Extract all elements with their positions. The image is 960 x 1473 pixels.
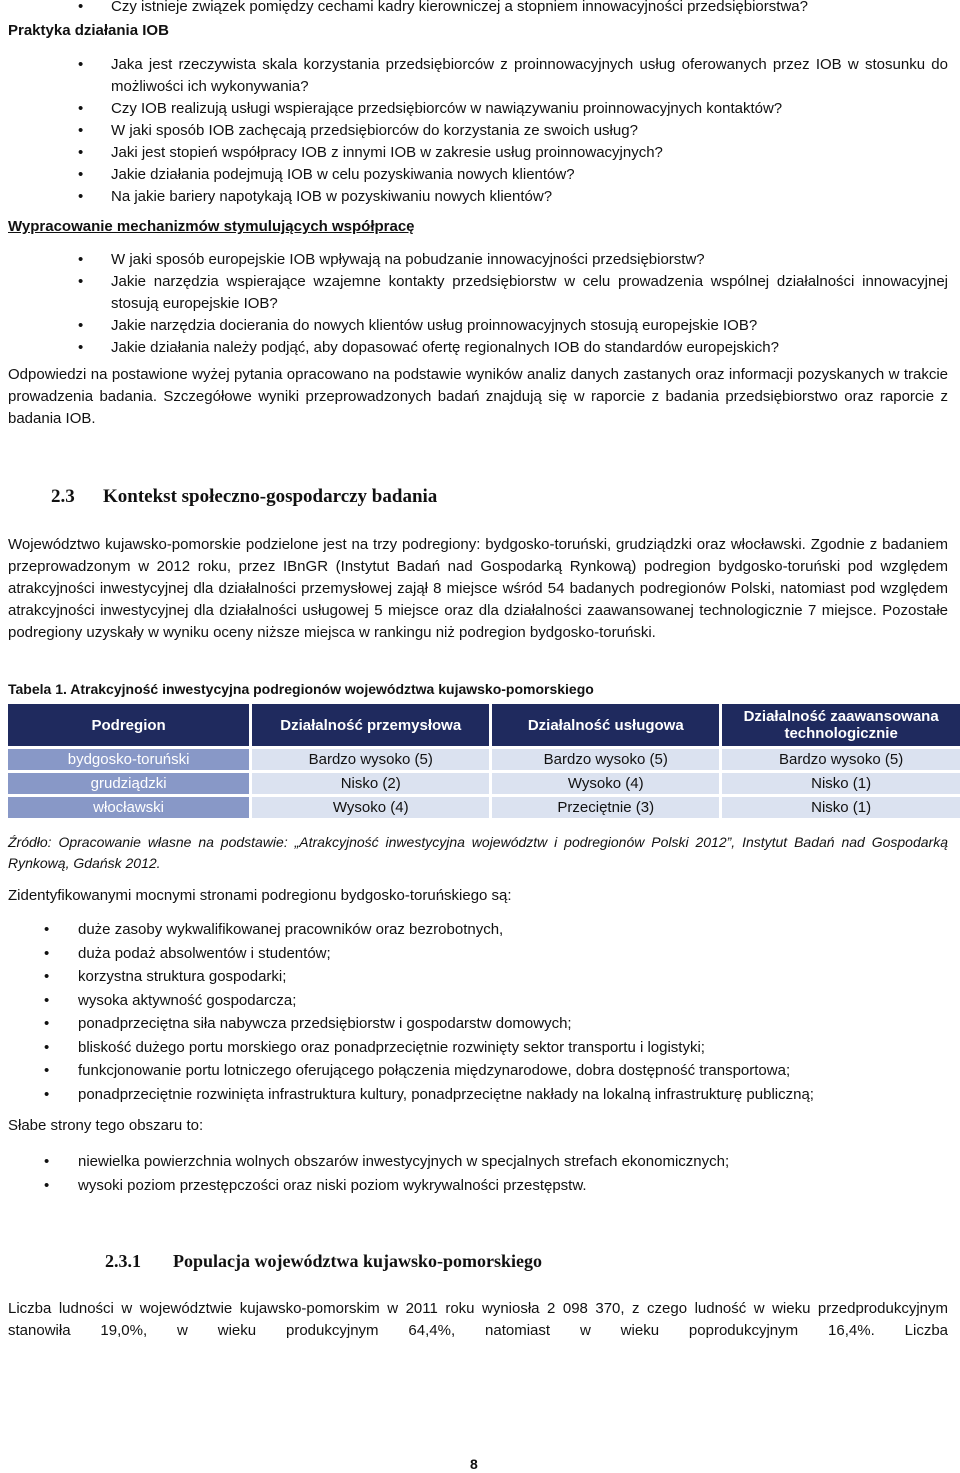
- table-header-cell: Działalność usługowa: [492, 704, 719, 746]
- table-header-cell: Podregion: [8, 704, 249, 746]
- table-cell: Wysoko (4): [252, 797, 489, 818]
- list-item: • Jakie narzędzia docierania do nowych klientów usług proinnowacyjnych stosują europejskie IOB?: [8, 315, 948, 337]
- table-cell: Wysoko (4): [492, 773, 719, 794]
- table-caption-text: Atrakcyjność inwestycyjna podregionów województwa kujawsko-pomorskiego: [70, 681, 594, 697]
- mechanism-question-list: [8, 249, 948, 359]
- table-row: [8, 749, 960, 770]
- list-item: • W jaki sposób europejskie IOB wpływają na pobudzanie innowacyjności przedsiębiorstw?: [8, 249, 948, 271]
- table-cell: Nisko (2): [252, 773, 489, 794]
- weaknesses-intro: Słabe strony tego obszaru to:: [8, 1117, 204, 1134]
- table-cell: Przeciętnie (3): [492, 797, 719, 818]
- section-title: Kontekst społeczno-gospodarczy badania: [103, 486, 438, 507]
- table-header-row: [8, 704, 960, 746]
- list-item: • Jakie działania należy podjąć, aby dopasować ofertę regionalnych IOB do standardów europejskich?: [8, 337, 948, 359]
- section-2-3-1-heading: [105, 1251, 542, 1272]
- strengths-intro: Zidentyfikowanymi mocnymi stronami podregionu bydgosko-toruńskiego są:: [8, 887, 512, 904]
- section-2-3-1-paragraph: Liczba ludności w województwie kujawsko-pomorskim w 2011 roku wyniosła 2 098 370, z czego ludność w wieku przedprodukcyjnym stanowiła 19,0%, w wieku produkcyjnym 64,4%, natomiast w wieku poprodukcyjnym 16,4%. Liczba: [8, 1300, 948, 1339]
- list-item: • Jakie narzędzia wspierające wzajemne kontakty przedsiębiorstw w celu prowadzenia wspólnej działalności innowacyjnej stosują europejskie IOB?: [8, 271, 948, 315]
- table-cell: grudziądzki: [8, 773, 249, 794]
- list-item: • niewielka powierzchnia wolnych obszarów inwestycyjnych w specjalnych strefach ekonomicznych;: [8, 1150, 948, 1174]
- table-cell: włocławski: [8, 797, 249, 818]
- list-item: • duża podaż absolwentów i studentów;: [8, 942, 948, 966]
- list-item: • wysoka aktywność gospodarcza;: [8, 989, 948, 1013]
- section-title: Populacja województwa kujawsko-pomorskiego: [173, 1251, 542, 1271]
- document-page: [8, 0, 948, 1472]
- strengths-list: [8, 918, 948, 1106]
- answers-paragraph: Odpowiedzi na postawione wyżej pytania opracowano na podstawie wyników analiz danych zastanych oraz informacji pozyskanych w trakcie prowadzenia badania. Szczegółowe wyniki przeprowadzonych badań znajdują się w raporcie z badania przedsiębiorstwo oraz raporcie z badania IOB.: [8, 366, 948, 427]
- table-header-cell: Działalność przemysłowa: [252, 704, 489, 746]
- table-cell: bydgosko-toruński: [8, 749, 249, 770]
- list-item: • ponadprzeciętna siła nabywcza przedsiębiorstw i gospodarstw domowych;: [8, 1012, 948, 1036]
- table-source-note: Źródło: Opracowanie własne na podstawie: „Atrakcyjność inwestycyjna województw i podregionów Polski 2012”, Instytut Badań nad Gospodarką Rynkową, Gdańsk 2012.: [8, 834, 948, 871]
- list-item: • funkcjonowanie portu lotniczego oferującego połączenia międzynarodowe, dobra dostępność transportowa;: [8, 1059, 948, 1083]
- section-heading-iob: Praktyka działania IOB: [8, 22, 169, 39]
- list-item: • bliskość dużego portu morskiego oraz ponadprzeciętnie rozwinięty sektor transportu i logistyki;: [8, 1036, 948, 1060]
- list-item: • ponadprzeciętnie rozwinięta infrastruktura kultury, ponadprzeciętne nakłady na lokalną infrastrukturę publiczną;: [8, 1083, 948, 1107]
- list-item: • Czy IOB realizują usługi wspierające przedsiębiorców w nawiązywaniu proinnowacyjnych kontaktów?: [8, 98, 948, 120]
- list-item: • Jakie działania podejmują IOB w celu pozyskiwania nowych klientów?: [8, 164, 948, 186]
- list-item: • duże zasoby wykwalifikowanej pracowników oraz bezrobotnych,: [8, 918, 948, 942]
- table-caption-label: Tabela 1.: [8, 681, 67, 697]
- top-bullet-list: [8, 0, 948, 18]
- table-header-cell: Działalność zaawansowana technologicznie: [722, 704, 960, 746]
- section-number: 2.3: [51, 486, 75, 507]
- table-cell: Nisko (1): [722, 797, 960, 818]
- weaknesses-list: [8, 1150, 948, 1197]
- table-cell: Bardzo wysoko (5): [252, 749, 489, 770]
- list-item: • Na jakie bariery napotykają IOB w pozyskiwaniu nowych klientów?: [8, 186, 948, 208]
- list-item: • Jaki jest stopień współpracy IOB z innymi IOB w zakresie usług proinnowacyjnych?: [8, 142, 948, 164]
- investment-attractiveness-table: [5, 701, 960, 821]
- list-item: • korzystna struktura gospodarki;: [8, 965, 948, 989]
- table-cell: Bardzo wysoko (5): [492, 749, 719, 770]
- section-2-3-paragraph: Województwo kujawsko-pomorskie podzielone jest na trzy podregiony: bydgosko-toruński, grudziądzki oraz włocławski. Zgodnie z badaniem przeprowadzonym w 2012 roku, przez IBnGR (Instytut Badań nad Gospodarką Rynkową) podregion bydgosko-toruński pod względem atrakcyjności inwestycyjnej dla działalności przemysłowej zajął 8 miejsce wśród 54 badanych podregionów Polski, natomiast pod względem atrakcyjności inwestycyjnej dla działalności usługowej 5 miejsce oraz dla działalności zaawansowanej technologicznie 7 miejsce. Pozostałe podregiony uzyskały w wyniku oceny niższe miejsca w rankingu niż podregion bydgosko-toruński.: [8, 536, 948, 641]
- page-number: 8: [470, 1456, 478, 1472]
- table-row: [8, 797, 960, 818]
- section-heading-mechanisms: Wypracowanie mechanizmów stymulujących współpracę: [8, 218, 415, 235]
- list-item: • Czy istnieje związek pomiędzy cechami kadry kierowniczej a stopniem innowacyjności przedsiębiorstwa?: [8, 0, 948, 18]
- section-number: 2.3.1: [105, 1251, 141, 1271]
- section-2-3-heading: [51, 486, 437, 508]
- table-caption: [8, 679, 594, 699]
- list-item: • Jaka jest rzeczywista skala korzystania przedsiębiorców z proinnowacyjnych usług oferowanych przez IOB w stosunku do możliwości ich wykonywania?: [8, 54, 948, 98]
- table-cell: Nisko (1): [722, 773, 960, 794]
- list-item: • W jaki sposób IOB zachęcają przedsiębiorców do korzystania ze swoich usług?: [8, 120, 948, 142]
- iob-question-list: [8, 54, 948, 208]
- list-item: • wysoki poziom przestępczości oraz niski poziom wykrywalności przestępstw.: [8, 1174, 948, 1198]
- table-row: [8, 773, 960, 794]
- table-cell: Bardzo wysoko (5): [722, 749, 960, 770]
